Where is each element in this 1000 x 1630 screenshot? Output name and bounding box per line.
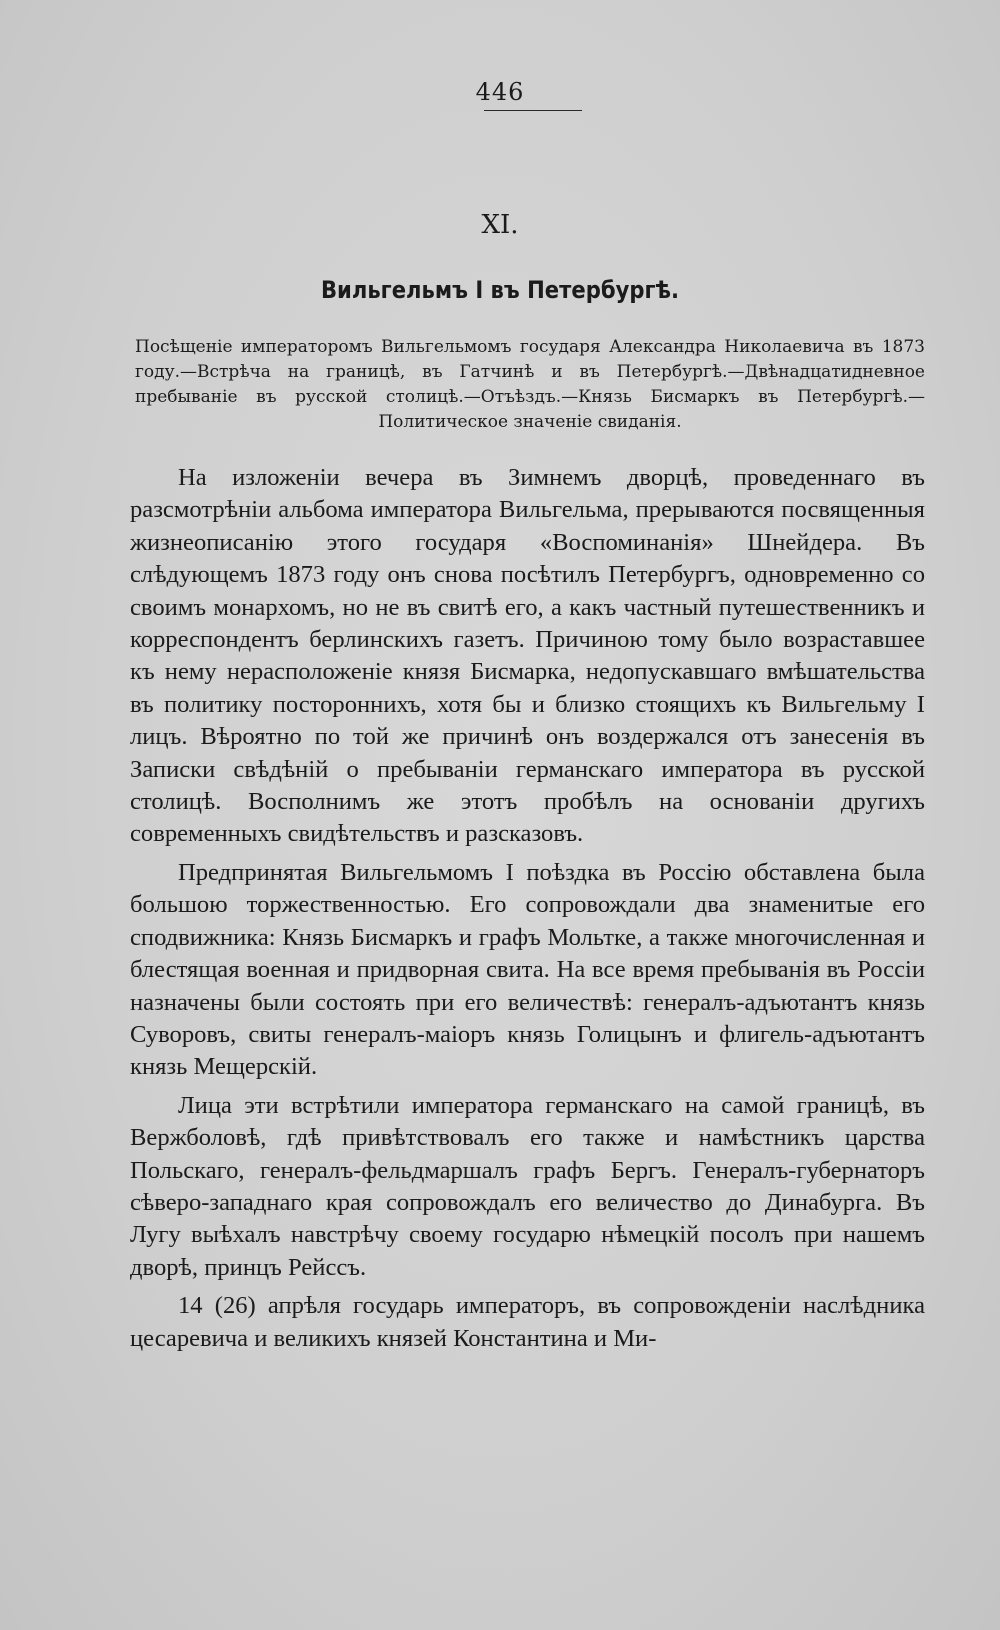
paragraph-4: 14 (26) апрѣля государь императоръ, въ сопровожденіи наслѣдника цесаревича и великихъ князей Константина и Ми- (130, 1292, 925, 1352)
paragraph-1: На изложеніи вечера въ Зимнемъ дворцѣ, проведеннаго въ разсмотрѣніи альбома императора Вильгельма, прерываются посвященныя жизнеописанію этого государя «Воспоминанія» Шнейдера. Въ слѣдующемъ 1873 году онъ снова посѣтилъ Петербургъ, одновременно со своимъ монархомъ, но не въ свитѣ его, а какъ частный путешественникъ и корреспондентъ берлинскихъ газетъ. Причиною тому было возраставшее къ нему нерасположеніе князя Бисмарка, недопускавшаго вмѣшательства въ политику постороннихъ, хотя бы и близко стоящихъ къ Вильгельму I лицъ. Вѣроятно по той же причинѣ онъ воздержался отъ занесенія въ Записки свѣдѣній о пребываніи германскаго императора въ русской столицѣ. Восполнимъ же этотъ пробѣлъ на основаніи другихъ современныхъ свидѣтельствъ и разсказовъ. (130, 464, 925, 848)
chapter-number: XI. (481, 210, 519, 240)
body-text (130, 462, 925, 1355)
chapter-summary: Посѣщеніе императоромъ Вильгельмомъ государя Александра Николаевича въ 1873 году.—Встрѣча на границѣ, въ Гатчинѣ и въ Петербургѣ.—Двѣнадцатидневное пребываніе въ русской столицѣ.—Отъѣздъ.—Князь Бисмаркъ въ Петербургѣ.—Политическое значеніе свиданія. (135, 337, 925, 432)
page-number-rule (484, 110, 582, 111)
paragraph-3: Лица эти встрѣтили императора германскаго на самой границѣ, въ Вержболовѣ, гдѣ привѣтствовалъ его также и намѣстникъ царства Польскаго, генералъ-фельдмаршалъ графъ Бергъ. Генералъ-губернаторъ сѣверо-западнаго края сопровождалъ его величество до Динабурга. Въ Лугу выѣхалъ навстрѣчу своему государю нѣмецкій посолъ при нашемъ дворѣ, принцъ Рейссъ. (130, 1091, 925, 1281)
page-number: 446 (475, 78, 525, 106)
chapter-title: Вильгельмъ I въ Петербургѣ. (320, 276, 680, 304)
paragraph-2: Предпринятая Вильгельмомъ I поѣздка въ Россію обставлена была большою торжественностью. Его сопровождали два знаменитые его сподвижника: Князь Бисмаркъ и графъ Мольтке, а также многочисленная и блестящая военная и придворная свита. На все время пребыванія въ Россіи назначены были состоять при его величествѣ: генералъ-адъютантъ князь Суворовъ, свиты генералъ-маіоръ князь Голицынъ и флигель-адъютантъ князь Мещерскій. (130, 858, 925, 1081)
